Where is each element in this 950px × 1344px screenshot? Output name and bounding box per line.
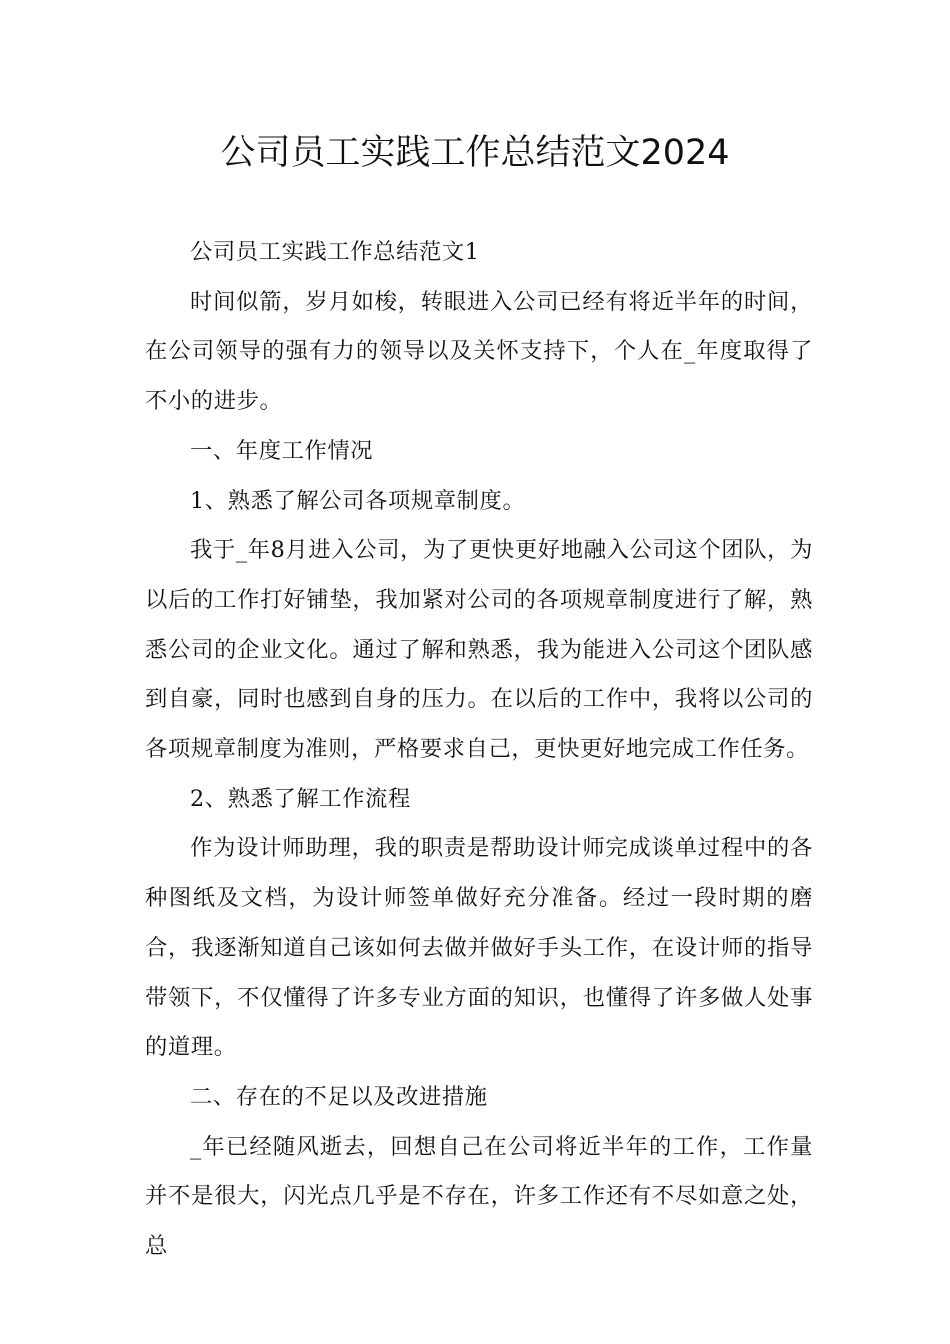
paragraph-shortcomings: _年已经随风逝去，回想自己在公司将近半年的工作，工作量并不是很大，闪光点几乎是不存在，许多工作还有不尽如意之处，总 (145, 1133, 813, 1260)
subheading-workflow: 2、熟悉了解工作流程 (190, 785, 411, 812)
section-heading-annual-work: 一、年度工作情况 (190, 437, 374, 464)
subheading-rules: 1、熟悉了解公司各项规章制度。 (190, 487, 526, 514)
paragraph-workflow: 作为设计师助理，我的职责是帮助设计师完成谈单过程中的各种图纸及文档，为设计师签单做好充分准备。经过一段时期的磨合，我逐渐知道自己该如何去做并做好手头工作，在设计师的指导带领下，不仅懂得了许多专业方面的知识，也懂得了许多做人处事的道理。 (145, 835, 813, 1061)
paragraph-intro: 时间似箭，岁月如梭，转眼进入公司已经有将近半年的时间，在公司领导的强有力的领导以及关怀支持下，个人在_年度取得了不小的进步。 (145, 288, 813, 415)
section-heading-shortcomings: 二、存在的不足以及改进措施 (190, 1083, 488, 1110)
paragraph-rules: 我于_年8月进入公司，为了更快更好地融入公司这个团队，为以后的工作打好铺垫，我加紧对公司的各项规章制度进行了解，熟悉公司的企业文化。通过了解和熟悉，我为能进入公司这个团队感到自豪，同时也感到自身的压力。在以后的工作中，我将以公司的各项规章制度为准则，严格要求自己，更快更好地完成工作任务。 (145, 537, 813, 763)
document-title: 公司员工实践工作总结范文2024 (220, 133, 730, 173)
paragraph-subtitle: 公司员工实践工作总结范文1 (190, 239, 480, 265)
document-body (145, 228, 813, 1272)
